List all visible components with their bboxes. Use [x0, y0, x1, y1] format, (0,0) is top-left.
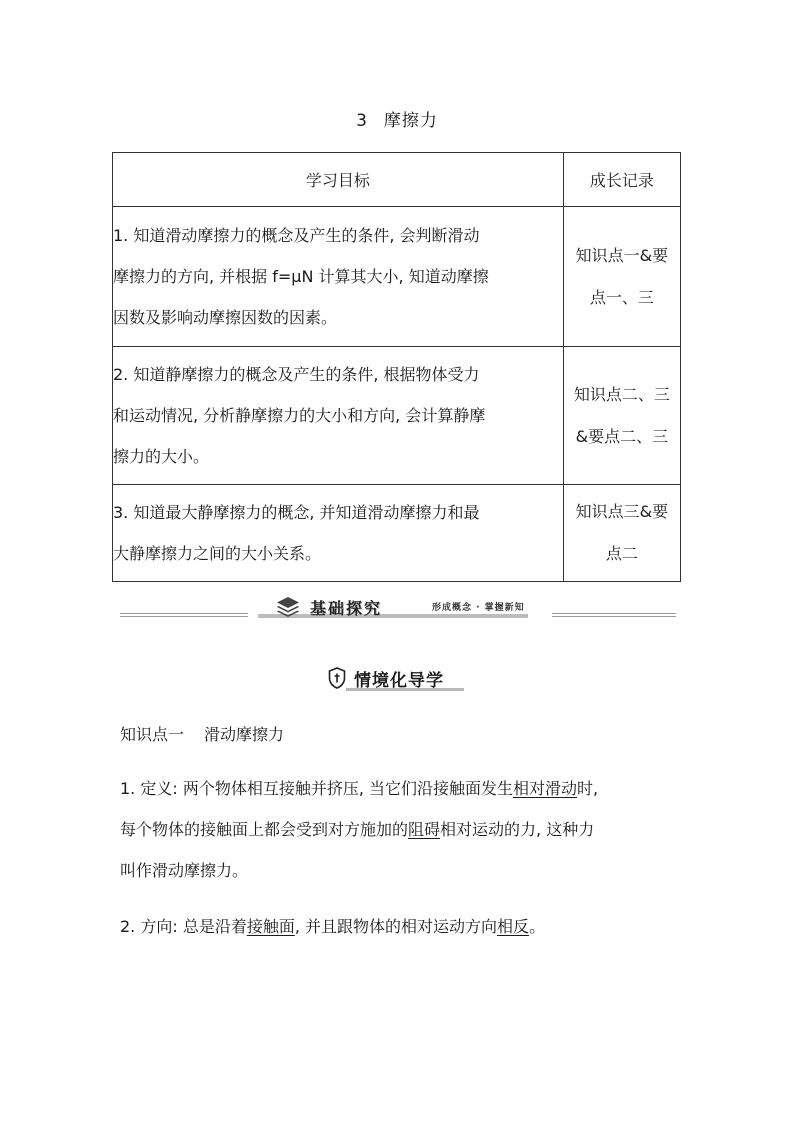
section-title: 摩擦力 — [383, 111, 438, 131]
record-line: 知识点二、三 — [573, 384, 670, 404]
goal-line: 因数及影响动摩擦因数的因素。 — [113, 308, 338, 327]
record-line: 点一、三 — [589, 287, 654, 307]
text-span: 2. 方向: 总是沿着 — [120, 917, 247, 936]
table-row — [113, 485, 681, 582]
text-line — [120, 768, 680, 809]
underlined-answer: 接触面 — [246, 917, 295, 936]
direction-paragraph — [120, 906, 680, 947]
text-span: 相对运动的力, 这种力 — [440, 820, 595, 839]
banner-rule-left — [120, 613, 248, 617]
record-line: 点二 — [605, 544, 638, 563]
record-line: 知识点三&要 — [575, 502, 669, 521]
goal-line: 2. 知道静摩擦力的概念及产生的条件, 根据物体受力 — [113, 365, 480, 384]
underlined-answer: 相对滑动 — [513, 779, 578, 798]
text-line — [120, 850, 680, 891]
shield-icon — [328, 667, 346, 689]
underlined-answer: 相反 — [497, 917, 530, 936]
subsection-title: 情境化导学 — [354, 671, 444, 691]
header-record: 成长记录 — [563, 153, 680, 207]
banner-rule-right — [552, 613, 676, 617]
header-goal: 学习目标 — [113, 153, 564, 207]
goal-line: 1. 知道滑动摩擦力的概念及产生的条件, 会判断滑动 — [113, 226, 480, 245]
banner-title: 基础探究 — [310, 599, 383, 618]
record-cell — [563, 485, 680, 582]
text-span: , 并且跟物体的相对运动方向 — [294, 917, 498, 936]
text-span: 叫作滑动摩擦力。 — [120, 861, 249, 880]
record-cell — [563, 207, 680, 347]
table-row — [113, 347, 681, 485]
text-span: 每个物体的接触面上都会受到对方施加的 — [120, 820, 409, 839]
underlined-answer: 阻碍 — [408, 820, 441, 839]
record-line: 知识点一&要 — [575, 245, 669, 265]
table-row — [113, 207, 681, 347]
goal-cell — [113, 347, 564, 485]
text-span: 1. 定义: 两个物体相互接触并挤压, 当它们沿接触面发生 — [120, 779, 514, 798]
goal-line: 3. 知道最大静摩擦力的概念, 并知道滑动摩擦力和最 — [113, 503, 480, 522]
record-cell — [563, 347, 680, 485]
learning-goals-table — [112, 152, 681, 582]
page-title — [0, 106, 794, 131]
banner-tab — [258, 596, 528, 622]
section-banner — [120, 594, 676, 624]
goal-line: 摩擦力的方向, 并根据 f=μN 计算其大小, 知道动摩擦 — [113, 267, 489, 286]
knowledge-point-heading — [120, 722, 284, 745]
goal-cell — [113, 207, 564, 347]
knowledge-point-title: 滑动摩擦力 — [204, 725, 285, 744]
table-header-row — [113, 153, 681, 207]
goal-line: 和运动情况, 分析静摩擦力的大小和方向, 会计算静摩 — [113, 406, 486, 425]
layers-icon — [276, 596, 300, 618]
knowledge-point-label: 知识点一 — [120, 725, 185, 744]
goal-line: 擦力的大小。 — [113, 447, 210, 466]
text-line — [120, 809, 680, 850]
text-line — [120, 906, 680, 947]
banner-subtitle: 形成概念 · 掌握新知 — [432, 603, 525, 613]
section-number: 3 — [356, 111, 368, 131]
definition-paragraph — [120, 768, 680, 891]
text-span: 时, — [577, 779, 599, 798]
record-line: &要点二、三 — [575, 426, 669, 446]
text-span: 。 — [529, 917, 546, 936]
goal-cell — [113, 485, 564, 582]
goal-line: 大静摩擦力之间的大小关系。 — [113, 544, 322, 563]
